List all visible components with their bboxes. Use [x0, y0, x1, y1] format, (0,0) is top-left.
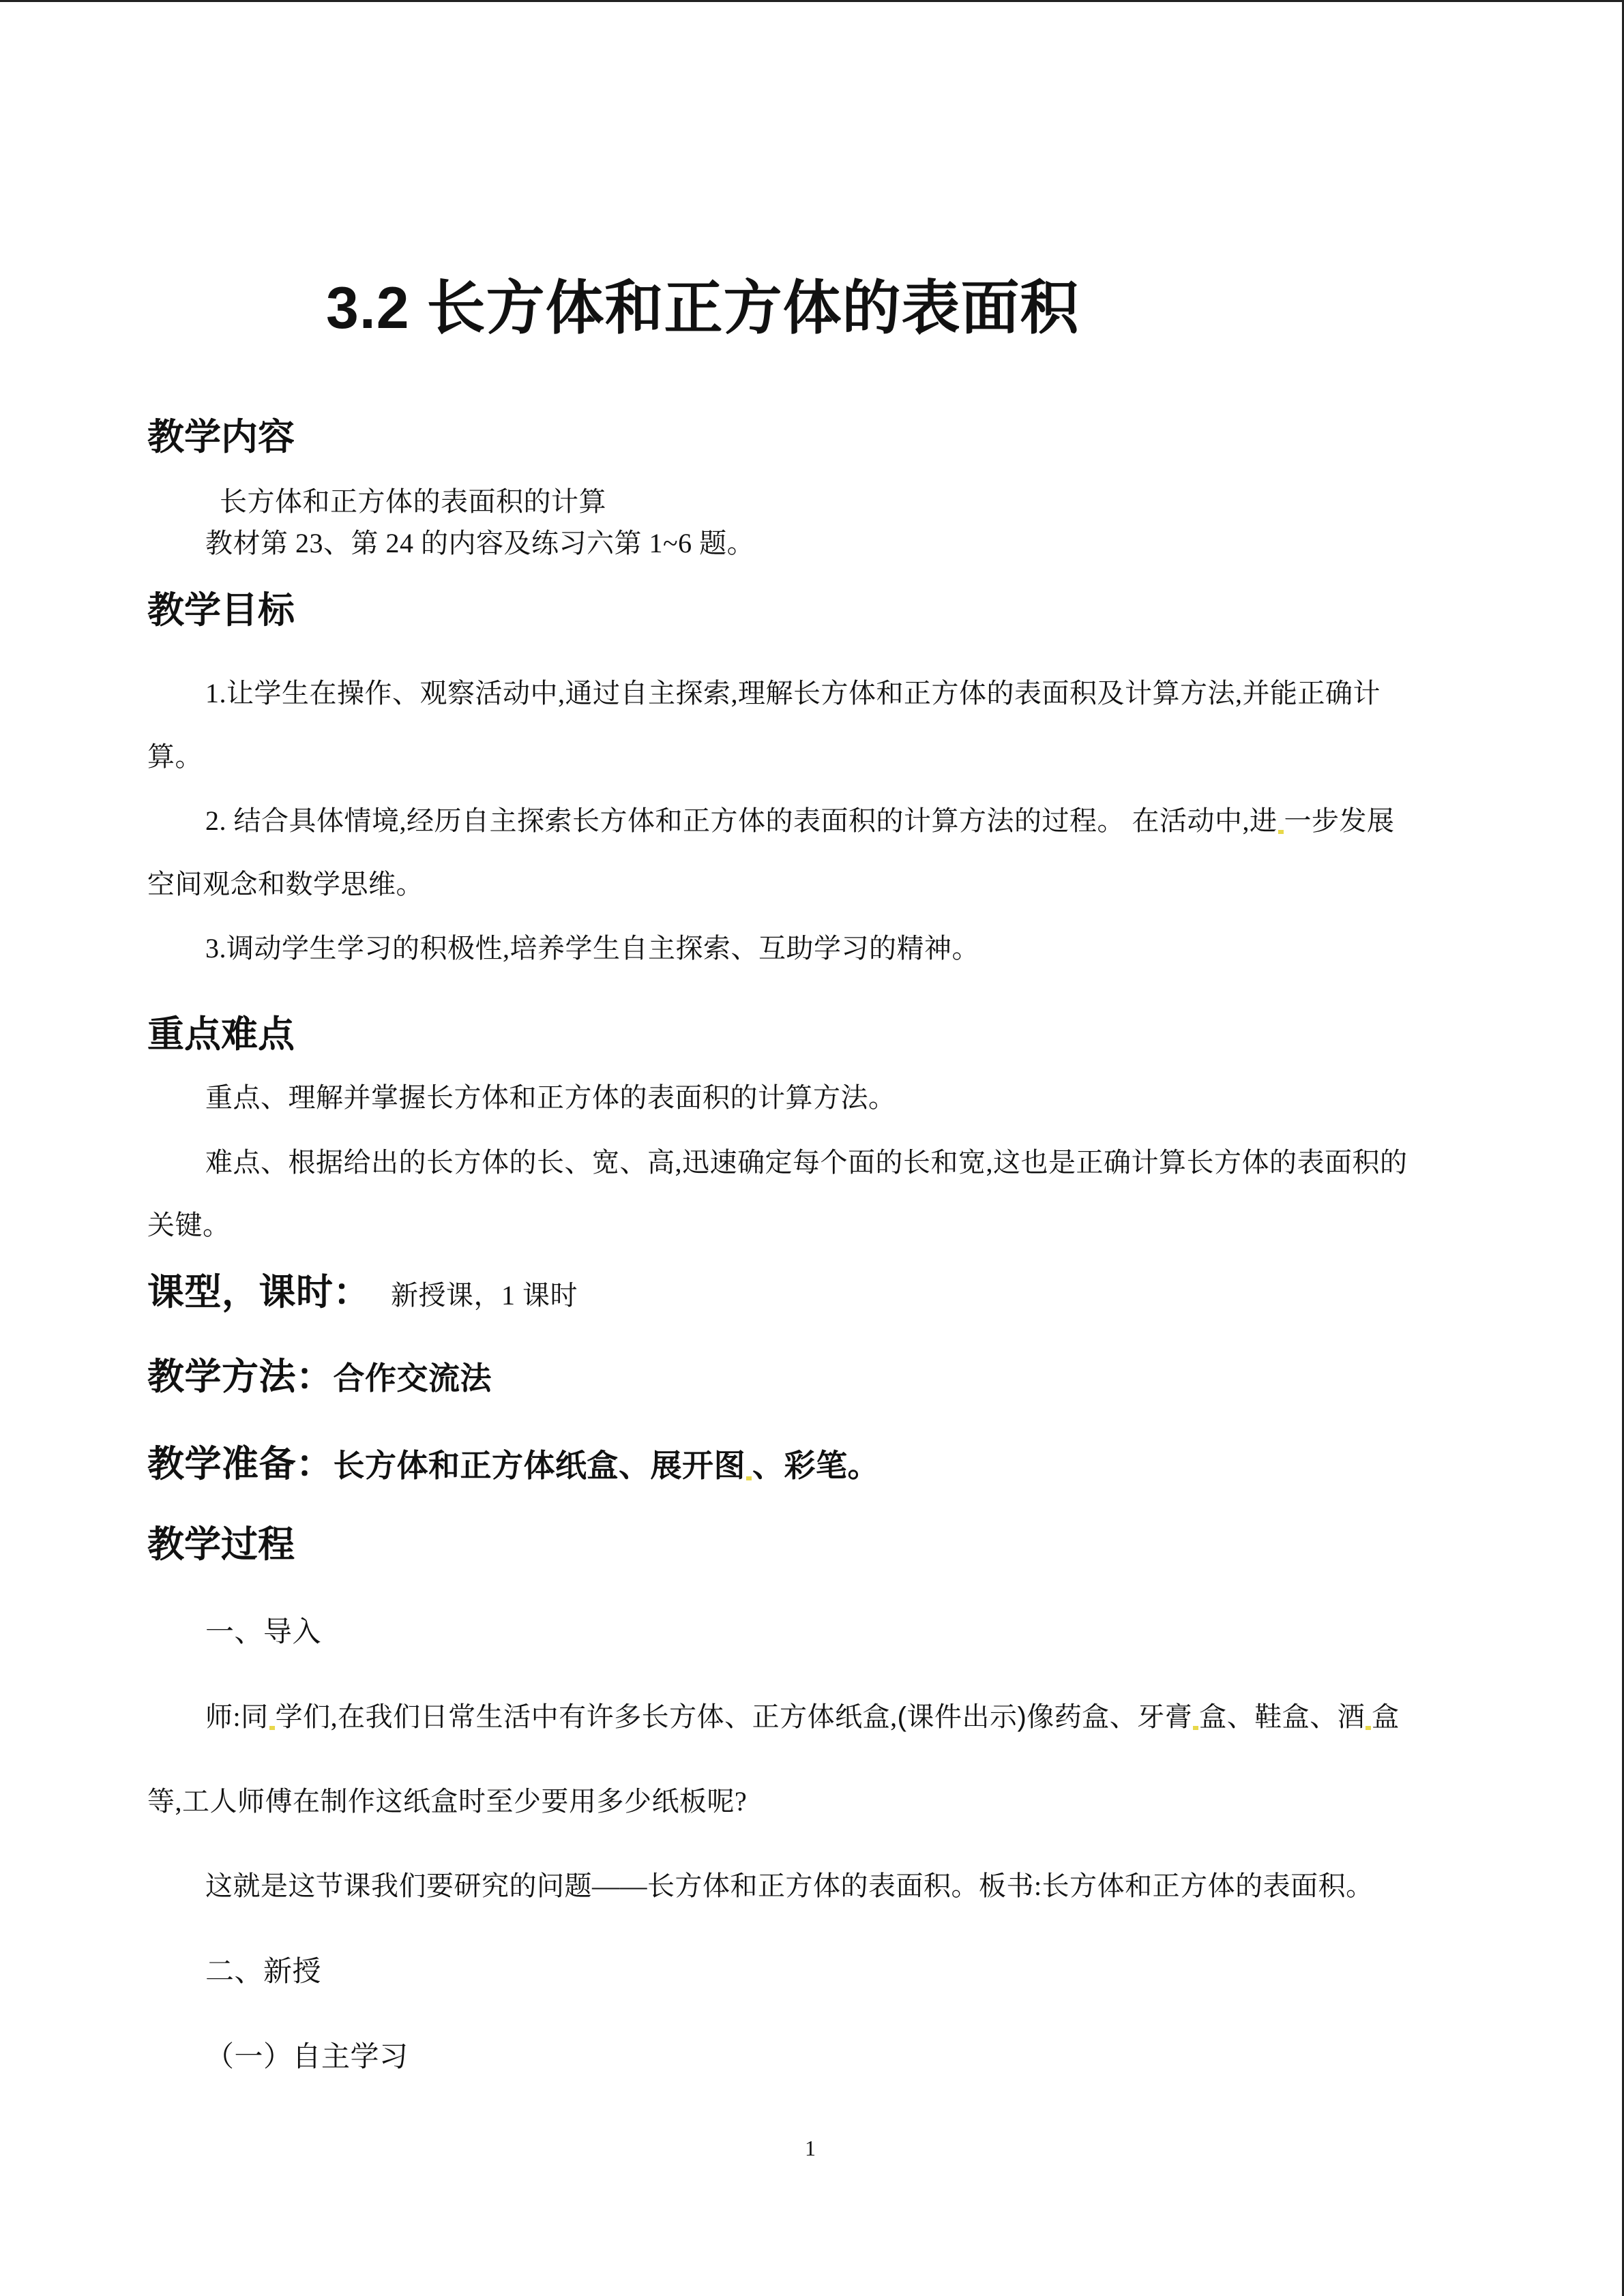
goal-2-line-2: 空间观念和数学思维。: [147, 869, 424, 899]
intro-text-e: 盒、鞋盒、酒: [1199, 1701, 1365, 1732]
lesson-type-value: 新授课，1 课时: [391, 1280, 578, 1311]
intro-heading: 一、导入: [205, 1615, 322, 1648]
method-label: 教学方法：: [147, 1356, 334, 1397]
key-point: 重点、理解并掌握长方体和正方体的表面积的计算方法。: [205, 1082, 896, 1113]
intro-text-d: 像药盒、牙膏: [1027, 1701, 1193, 1732]
difficult-point-line-2: 关键。: [147, 1210, 231, 1240]
document-title: 3.2 长方体和正方体的表面积: [326, 275, 1080, 341]
method-row: [147, 1347, 492, 1400]
heading-keypoints: 重点难点: [147, 1014, 295, 1055]
prep-label: 教学准备：: [147, 1444, 334, 1485]
goal-3: 3.调动学生学习的积极性,培养学生自主探索、互助学习的精神。: [205, 933, 979, 964]
intro-text-c: (课件出示): [897, 1702, 1027, 1732]
prep-value-b: 、彩笔。: [752, 1448, 879, 1483]
edit-mark: [746, 1476, 752, 1480]
intro-text-f: 盒: [1372, 1701, 1400, 1732]
heading-content: 教学内容: [147, 417, 295, 458]
new-lesson-heading: 二、新授: [205, 1955, 322, 1987]
goal-2-text-a: 2. 结合具体情境,经历自主探索长方体和正方体的表面积的计算方法的过程。 在活动中,进: [205, 805, 1278, 836]
goal-1-line-1: 1.让学生在操作、观察活动中,通过自主探索,理解长方体和正方体的表面积及计算方法,并能正确计: [205, 678, 1381, 709]
edit-mark: [1365, 1726, 1371, 1730]
heading-goals: 教学目标: [147, 590, 295, 631]
goal-2-text-b: 一步发展: [1284, 805, 1395, 836]
intro-paragraph-line-1: [205, 1695, 1400, 1734]
goal-2-line-1: [205, 799, 1395, 838]
lesson-type-row: [147, 1263, 578, 1315]
prep-value-a: 长方体和正方体纸盒、展开图: [333, 1448, 745, 1483]
intro-paragraph-line-2: 等,工人师傅在制作这纸盒时至少要用多少纸板呢?: [147, 1786, 748, 1817]
content-line-1: 长方体和正方体的表面积的计算: [220, 486, 606, 517]
prep-row: [147, 1435, 879, 1487]
heading-process: 教学过程: [147, 1524, 295, 1565]
page-top-border: [0, 0, 1624, 2]
edit-mark: [1278, 830, 1284, 834]
intro-text-a: 师:同: [205, 1701, 269, 1732]
goal-1-line-2: 算。: [147, 741, 203, 772]
lesson-type-label: 课型，课时：: [147, 1272, 370, 1313]
page-number: 1: [805, 2136, 816, 2160]
edit-mark: [1193, 1726, 1198, 1730]
edit-mark: [269, 1726, 275, 1730]
self-study-heading: （一）自主学习: [205, 2040, 409, 2072]
intro-text-b: 学们,在我们日常生活中有许多长方体、正方体纸盒,: [275, 1701, 898, 1732]
intro-paragraph-2: 这就是这节课我们要研究的问题——长方体和正方体的表面积。板书:长方体和正方体的表面积。: [205, 1870, 1374, 1901]
method-value: 合作交流法: [333, 1360, 492, 1396]
difficult-point-line-1: 难点、根据给出的长方体的长、宽、高,迅速确定每个面的长和宽,这也是正确计算长方体的表面积的: [205, 1147, 1408, 1178]
content-line-2: 教材第 23、第 24 的内容及练习六第 1~6 题。: [205, 528, 755, 558]
